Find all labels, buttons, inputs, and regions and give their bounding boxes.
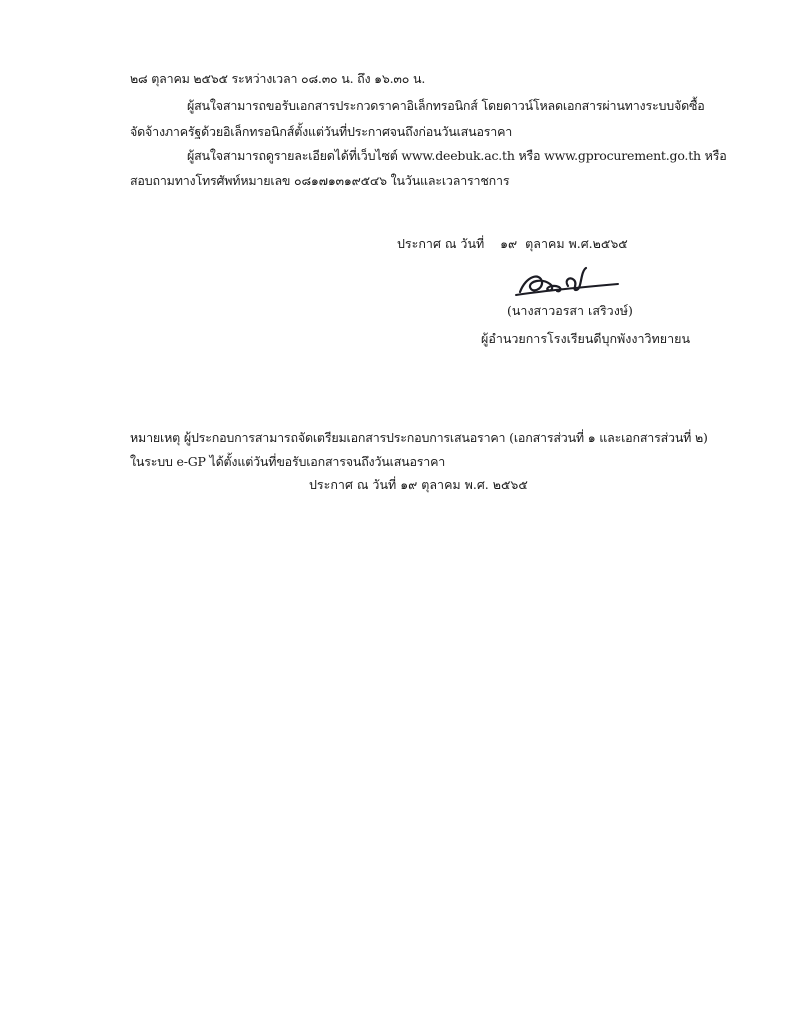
signature-image (512, 262, 622, 302)
remark-line-1: หมายเหตุ ผู้ประกอบการสามารถจัดเตรียมเอกสารประกอบการเสนอราคา (เอกสารส่วนที่ ๑ และเอกสารส่วนที่ ๒) (130, 430, 708, 445)
remark-announcement-date: ประกาศ ณ วันที่ ๑๙ ตุลาคม พ.ศ. ๒๕๖๕ (309, 477, 528, 492)
announcement-date: ประกาศ ณ วันที่ ๑๙ ตุลาคม พ.ศ.๒๕๖๕ (397, 236, 628, 251)
signer-position: ผู้อำนวยการโรงเรียนดีบุกพังงาวิทยายน (481, 331, 690, 346)
phone-info-line: สอบถามทางโทรศัพท์หมายเลข ๐๘๑๗๑๓๑๙๕๔๖ ในวันและเวลาราชการ (130, 173, 510, 188)
date-time-line: ๒๘ ตุลาคม ๒๕๖๕ ระหว่างเวลา ๐๘.๓๐ น. ถึง ๑๖.๓๐ น. (130, 71, 426, 86)
website-info-line: ผู้สนใจสามารถดูรายละเอียดได้ที่เว็บไซต์ www.deebuk.ac.th หรือ www.gprocurement.go.th หรือ (187, 148, 727, 163)
remark-line-2: ในระบบ e-GP ได้ตั้งแต่วันที่ขอรับเอกสารจนถึงวันเสนอราคา (130, 454, 446, 469)
document-period-line: จัดจ้างภาครัฐด้วยอิเล็กทรอนิกส์ตั้งแต่วันที่ประกาศจนถึงก่อนวันเสนอราคา (130, 124, 513, 139)
document-download-line: ผู้สนใจสามารถขอรับเอกสารประกวดราคาอิเล็กทรอนิกส์ โดยดาวน์โหลดเอกสารผ่านทางระบบจัดซื้อ (187, 98, 705, 113)
signer-name: (นางสาวอรสา เสริวงษ์) (507, 303, 633, 318)
